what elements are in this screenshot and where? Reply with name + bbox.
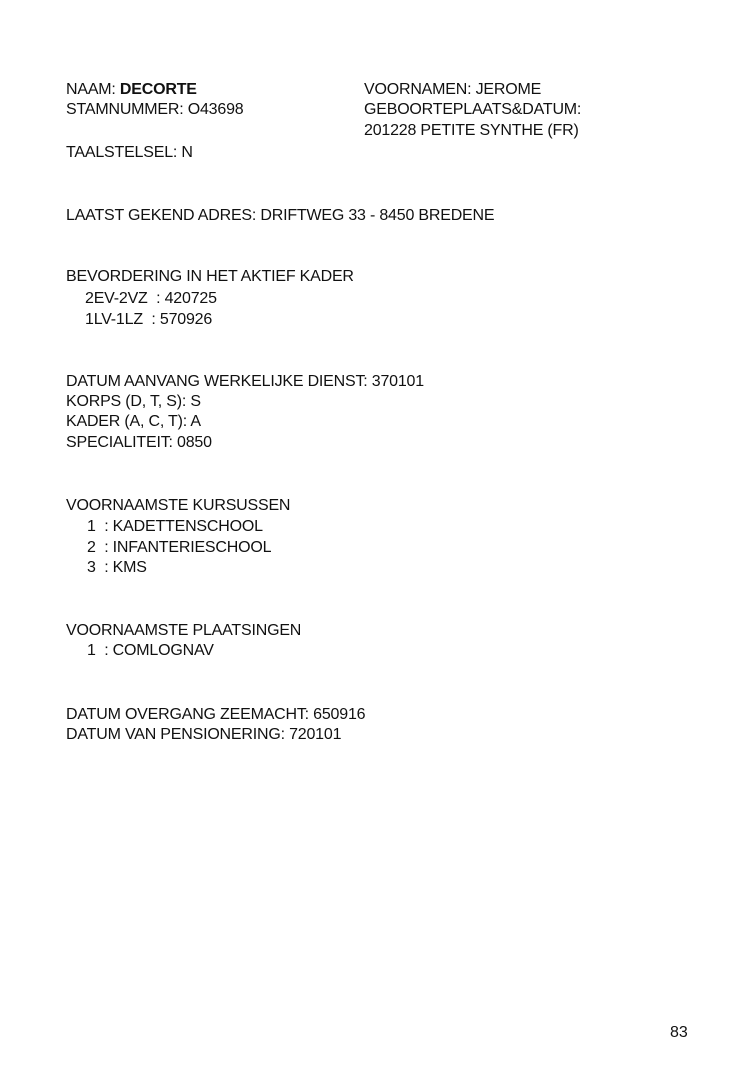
datum-overgang-zeemacht: DATUM OVERGANG ZEEMACHT: 650916 [66,706,366,723]
plaatsing-item: 1 : COMLOGNAV [87,642,214,659]
plaatsingen-title: VOORNAAMSTE PLAATSINGEN [66,622,302,639]
korps: KORPS (D, T, S): S [66,393,201,410]
laatst-gekend-adres: LAATST GEKEND ADRES: DRIFTWEG 33 - 8450 BREDENE [66,207,495,224]
datum-aanvang-dienst: DATUM AANVANG WERKELIJKE DIENST: 370101 [66,373,424,390]
naam-label: NAAM: [66,81,120,98]
geboorte-value: 201228 PETITE SYNTHE (FR) [364,122,579,139]
kursus-item: 2 : INFANTERIESCHOOL [87,539,272,556]
geboorte-label: GEBOORTEPLAATS&DATUM: [364,101,582,118]
datum-pensionering: DATUM VAN PENSIONERING: 720101 [66,726,342,743]
kursussen-title: VOORNAAMSTE KURSUSSEN [66,497,291,514]
bevordering-row: 2EV-2VZ : 420725 [85,290,217,307]
taalstelsel: TAALSTELSEL: N [66,144,193,161]
bevordering-title: BEVORDERING IN HET AKTIEF KADER [66,268,354,285]
kader: KADER (A, C, T): A [66,413,201,430]
stamnummer: STAMNUMMER: O43698 [66,101,244,118]
naam-line [66,80,197,100]
page-number: 83 [670,1024,688,1041]
bevordering-row: 1LV-1LZ : 570926 [85,311,213,328]
kursus-item: 3 : KMS [87,559,147,576]
naam-value: DECORTE [119,81,197,98]
specialiteit: SPECIALITEIT: 0850 [66,434,212,451]
kursus-item: 1 : KADETTENSCHOOL [87,518,263,535]
voornamen: VOORNAMEN: JEROME [364,81,542,98]
